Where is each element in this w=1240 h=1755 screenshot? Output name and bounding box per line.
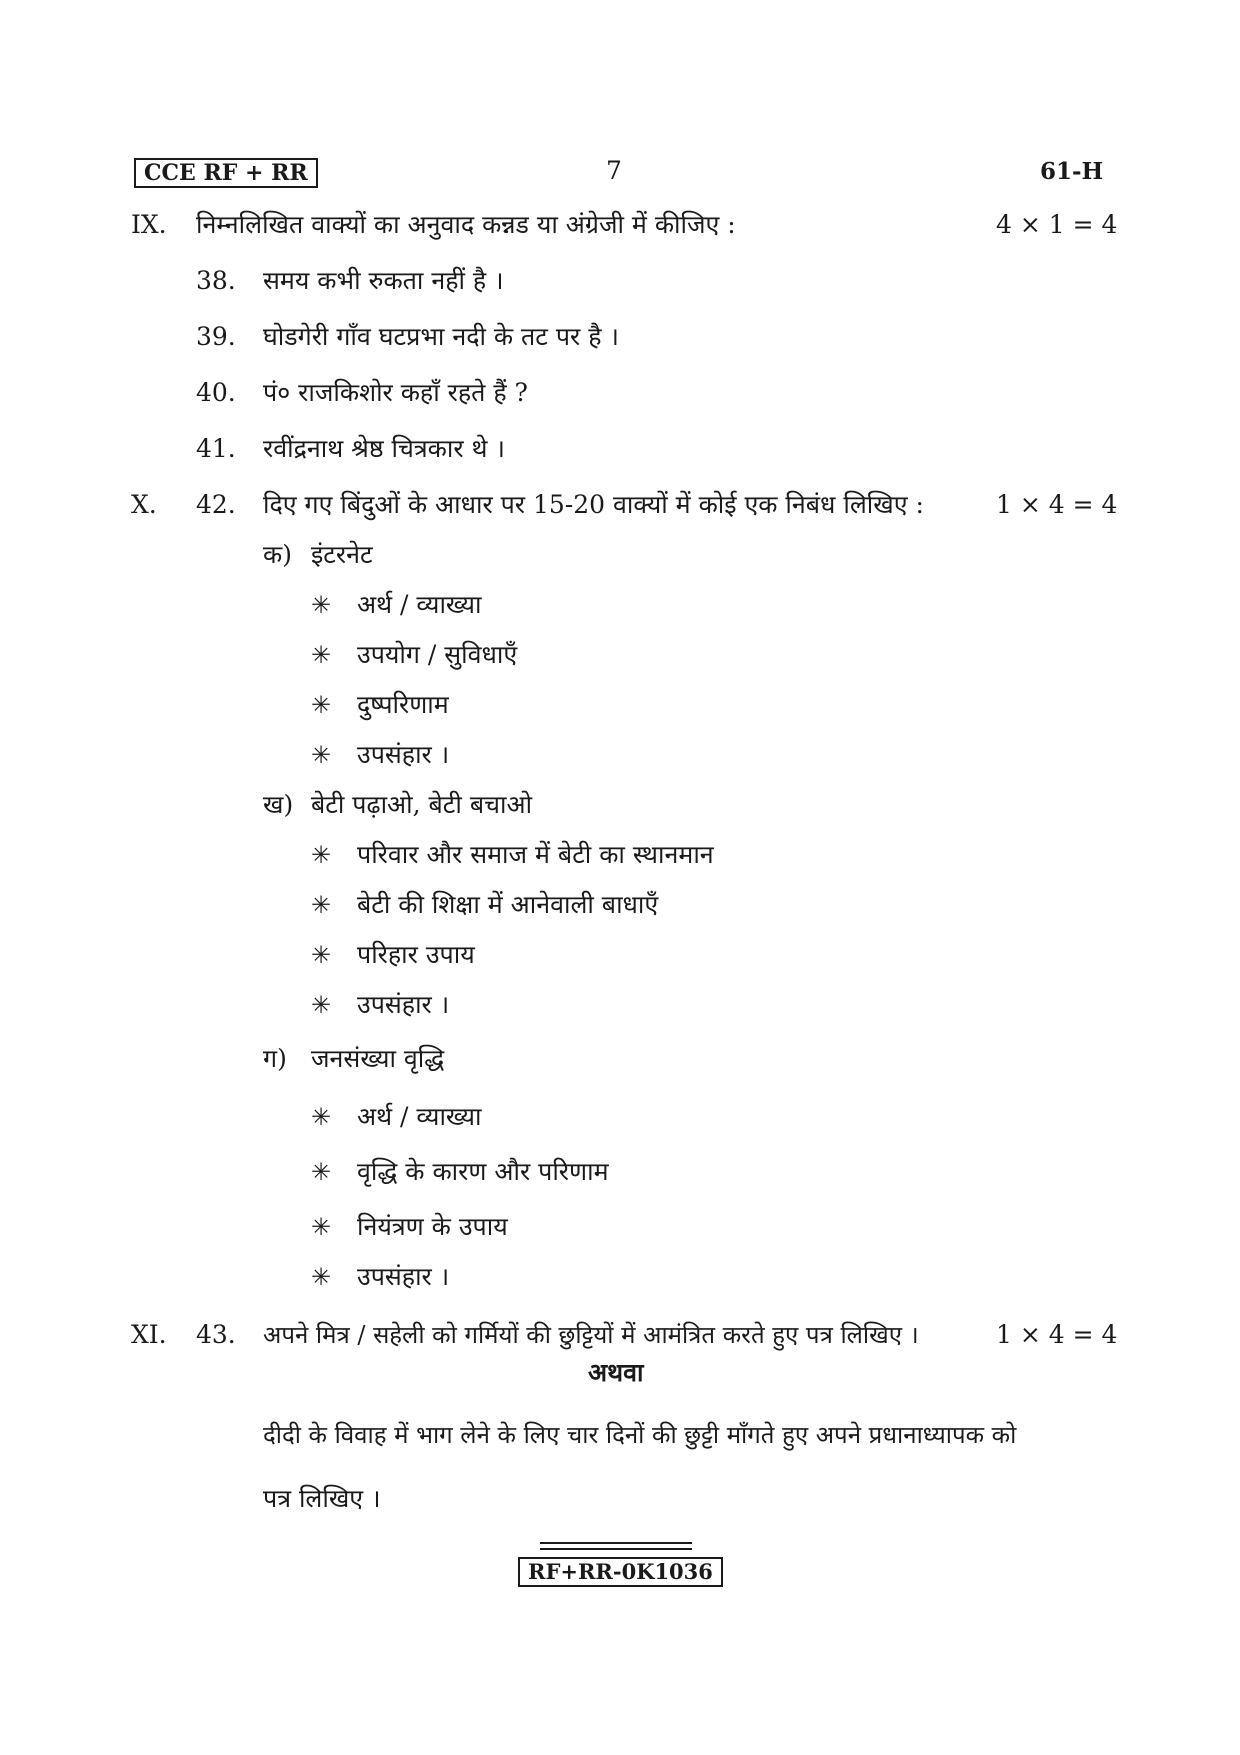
section-numeral: IX. [131,210,167,239]
section-numeral: XI. [131,1320,167,1349]
essay-point: अर्थ / व्याख्या [357,1102,482,1131]
essay-point: परिहार उपाय [357,940,475,969]
question-number: 40. [196,378,236,407]
footer-code: RF+RR-0K1036 [518,1557,723,1587]
asterisk-bullet-icon: ✳ [311,1263,332,1291]
essay-option-label: क) [263,540,292,569]
essay-point: बेटी की शिक्षा में आनेवाली बाधाएँ [357,890,659,919]
section-instruction: अपने मित्र / सहेली को गर्मियों की छुट्टियों में आमंत्रित करते हुए पत्र लिखिए । [263,1321,919,1349]
asterisk-bullet-icon: ✳ [311,1213,332,1241]
essay-point: उपयोग / सुविधाएँ [357,640,518,669]
essay-point: नियंत्रण के उपाय [357,1212,508,1241]
paper-code-left: CCE RF + RR [134,158,318,188]
asterisk-bullet-icon: ✳ [311,741,332,769]
section-marks: 4 × 1 = 4 [996,210,1118,239]
question-number: 38. [196,266,236,295]
essay-point: वृद्धि के कारण और परिणाम [357,1157,609,1186]
or-divider: अथवा [588,1358,644,1387]
asterisk-bullet-icon: ✳ [311,641,332,669]
asterisk-bullet-icon: ✳ [311,1158,332,1186]
question-number: 42. [196,490,236,519]
essay-point: परिवार और समाज में बेटी का स्थानमान [357,840,714,869]
essay-point: उपसंहार । [357,990,450,1019]
section-marks: 1 × 4 = 4 [996,1320,1118,1349]
essay-point: दुष्परिणाम [357,690,449,719]
question-text: पं० राजकिशोर कहाँ रहते हैं ? [263,378,528,407]
asterisk-bullet-icon: ✳ [311,841,332,869]
asterisk-bullet-icon: ✳ [311,691,332,719]
alternate-question-line-2: पत्र लिखिए । [263,1484,381,1513]
asterisk-bullet-icon: ✳ [311,941,332,969]
footer-double-rule [540,1542,692,1550]
essay-option-label: ख) [263,790,294,819]
asterisk-bullet-icon: ✳ [311,1103,332,1131]
section-numeral: X. [131,490,157,519]
essay-point: उपसंहार । [357,740,450,769]
section-instruction: निम्नलिखित वाक्यों का अनुवाद कन्नड या अंग्रेजी में कीजिए : [196,210,736,239]
paper-code-right: 61-H [1040,158,1104,185]
question-number: 39. [196,322,236,351]
essay-point: उपसंहार । [357,1262,450,1291]
essay-option-title: जनसंख्या वृद्धि [311,1044,445,1073]
asterisk-bullet-icon: ✳ [311,591,332,619]
question-text: घोडगेरी गाँव घटप्रभा नदी के तट पर है । [263,322,619,351]
asterisk-bullet-icon: ✳ [311,991,332,1019]
essay-point: अर्थ / व्याख्या [357,590,482,619]
essay-option-title: इंटरनेट [311,540,373,569]
question-text: समय कभी रुकता नहीं है । [263,266,504,295]
alternate-question-line-1: दीदी के विवाह में भाग लेने के लिए चार दिनों की छुट्टी माँगते हुए अपने प्रधानाध्यापक को [263,1421,1017,1449]
essay-option-label: ग) [263,1044,287,1073]
asterisk-bullet-icon: ✳ [311,891,332,919]
essay-option-title: बेटी पढ़ाओ, बेटी बचाओ [311,790,533,819]
question-number: 43. [196,1320,236,1349]
section-marks: 1 × 4 = 4 [996,490,1118,519]
question-number: 41. [196,434,236,463]
page-number: 7 [606,156,622,185]
section-instruction: दिए गए बिंदुओं के आधार पर 15-20 वाक्यों में कोई एक निबंध लिखिए : [263,490,924,519]
question-text: रवींद्रनाथ श्रेष्ठ चित्रकार थे । [263,434,505,463]
